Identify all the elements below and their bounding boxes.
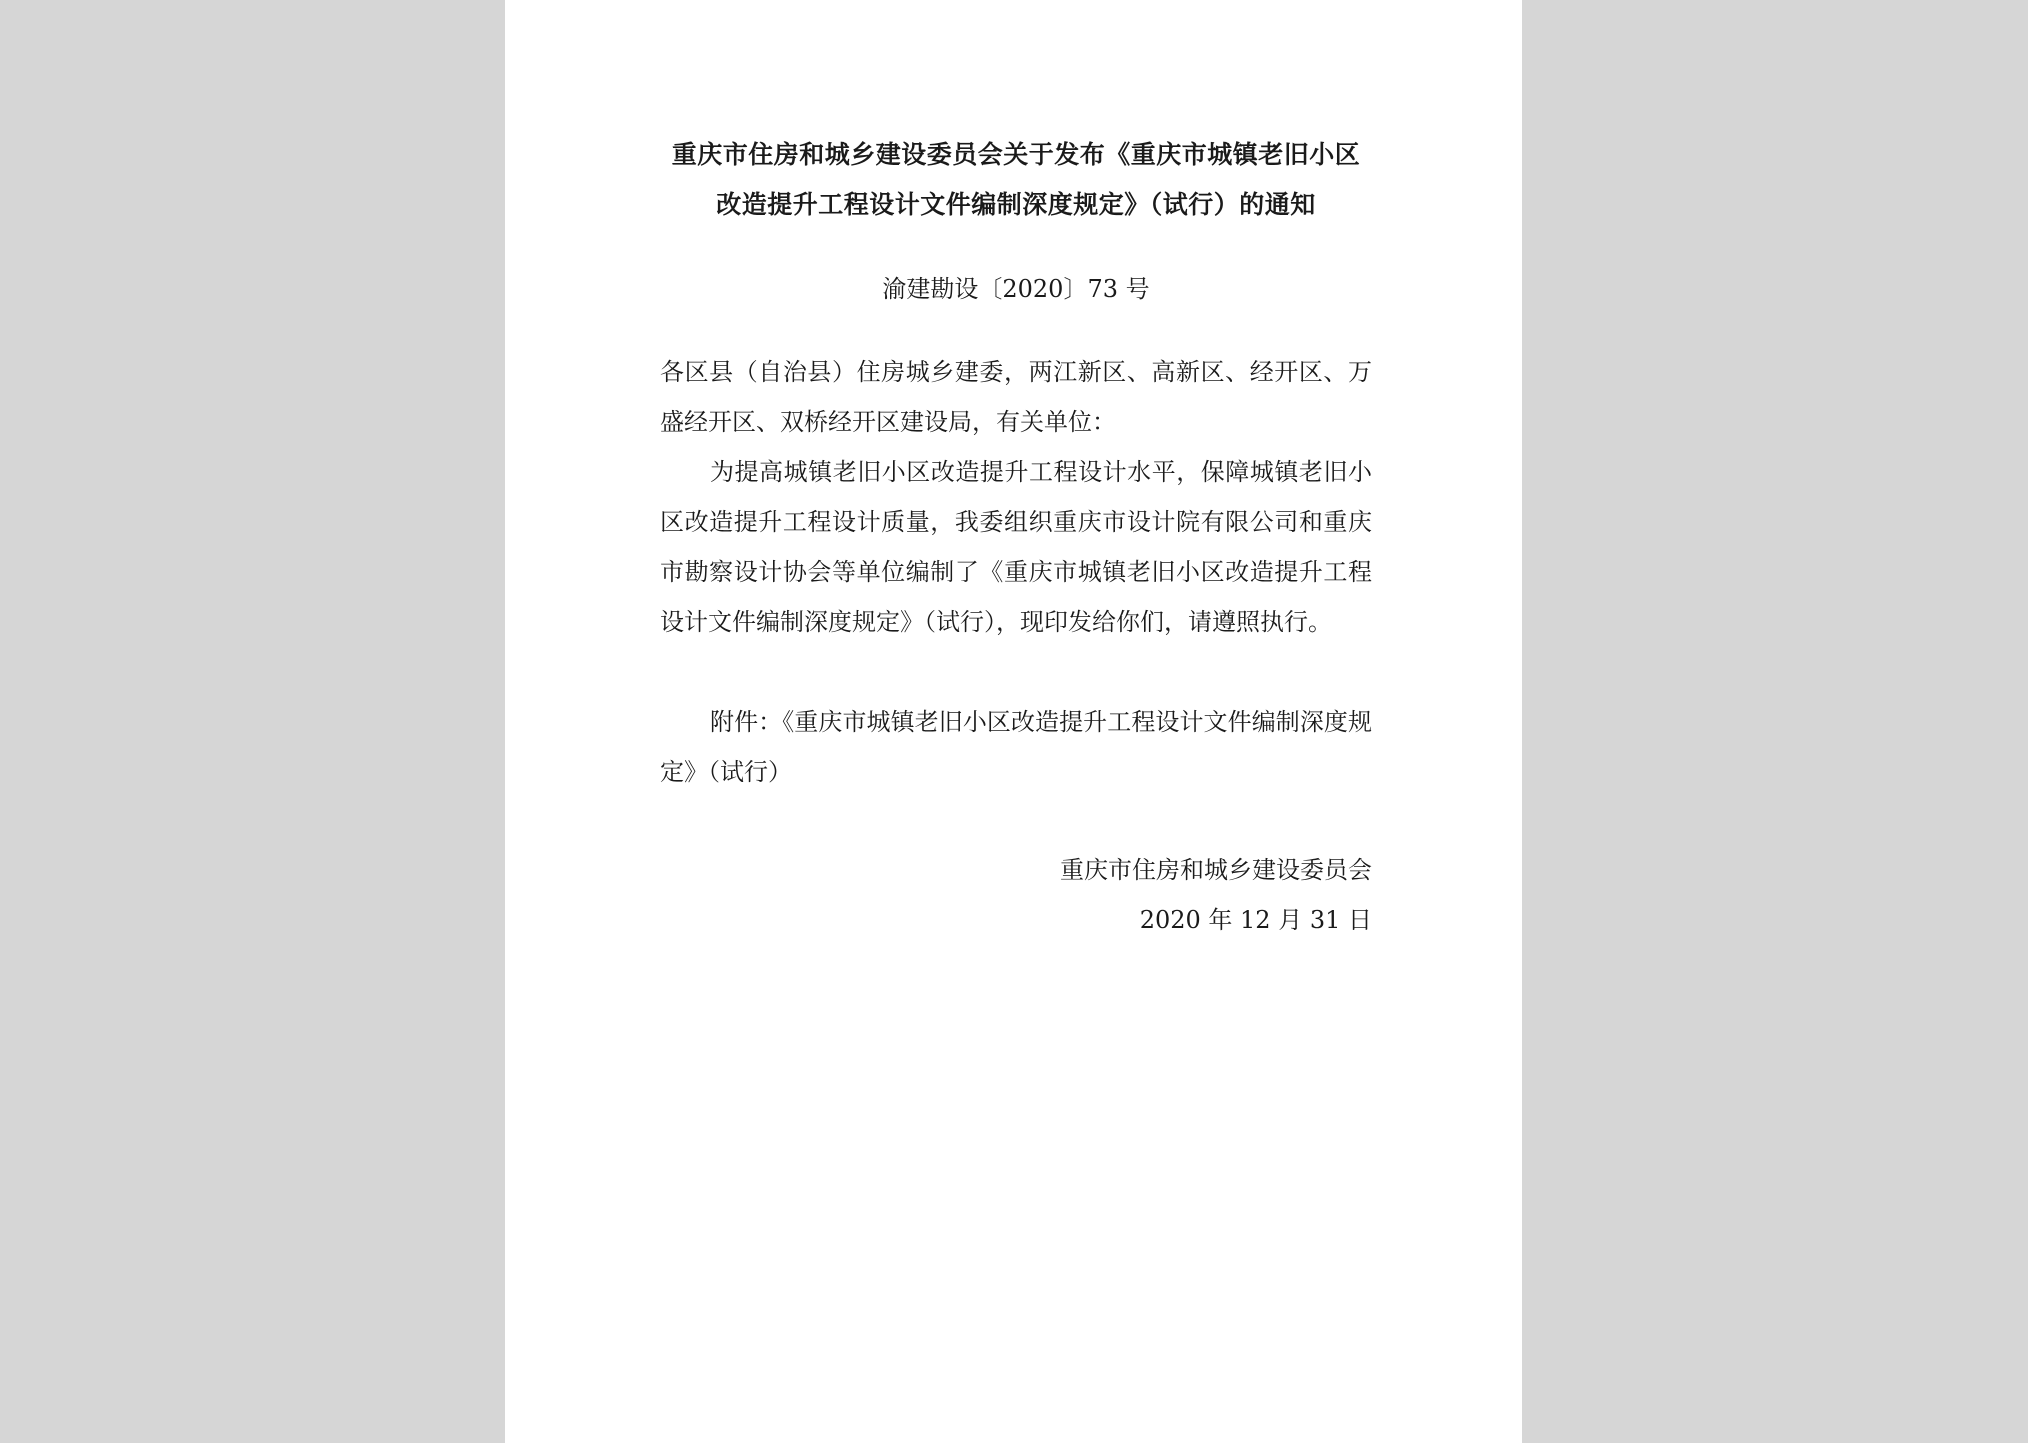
- recipient-line: 各区县（自治县）住房城乡建委，两江新区、高新区、经开区、万盛经开区、双桥经开区建设局，有关单位：: [660, 358, 1372, 436]
- document-number: 渝建勘设〔2020〕73 号: [882, 275, 1150, 303]
- document-content: [660, 130, 1372, 945]
- document-title: 重庆市住房和城乡建设委员会关于发布《重庆市城镇老旧小区改造提升工程设计文件编制深度规定》（试行）的通知: [671, 140, 1361, 219]
- document-page: [505, 0, 1522, 1443]
- body-paragraph: 为提高城镇老旧小区改造提升工程设计水平，保障城镇老旧小区改造提升工程设计质量，我委组织重庆市设计院有限公司和重庆市勘察设计协会等单位编制了《重庆市城镇老旧小区改造提升工程设计文件编制深度规定》（试行），现印发给你们，请遵照执行。: [660, 458, 1372, 636]
- attachment-line: 附件：《重庆市城镇老旧小区改造提升工程设计文件编制深度规定》（试行）: [660, 708, 1372, 786]
- signature-block: [660, 845, 1372, 945]
- issue-date: 2020 年 12 月 31 日: [1139, 906, 1372, 934]
- issuer-name: 重庆市住房和城乡建设委员会: [1060, 856, 1372, 884]
